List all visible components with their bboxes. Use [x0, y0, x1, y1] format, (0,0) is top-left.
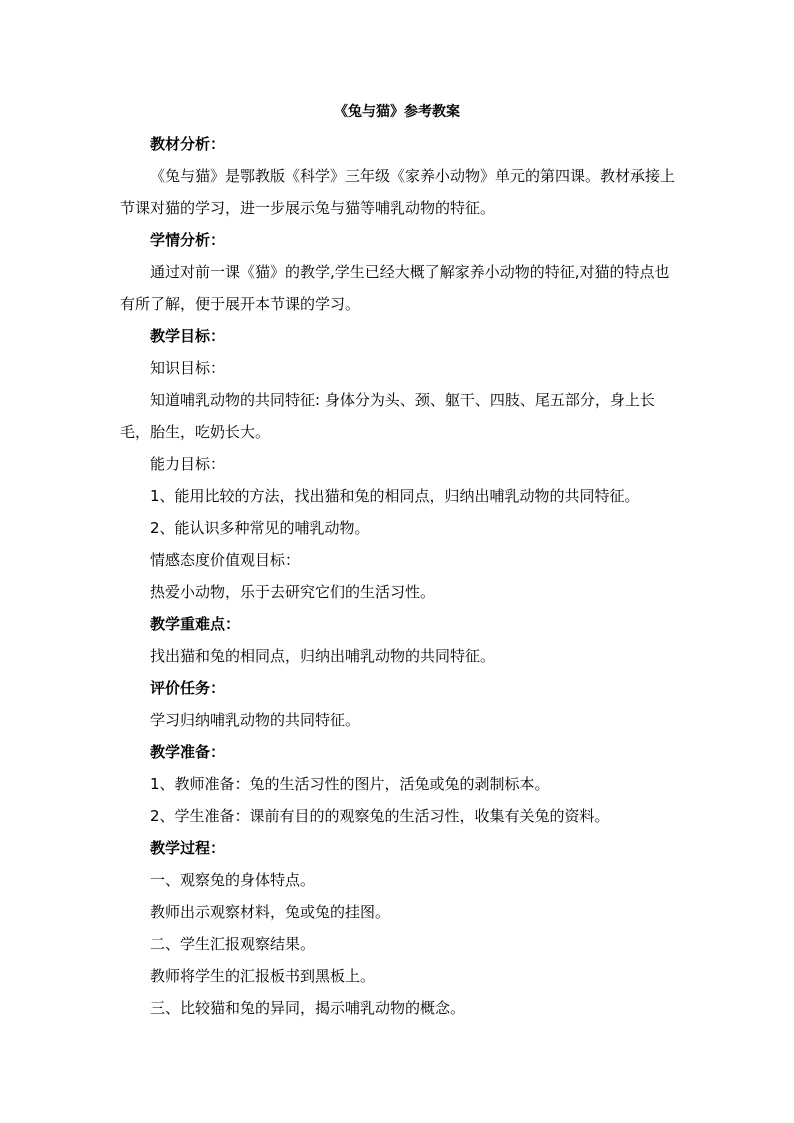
evaluation-text: 学习归纳哺乳动物的共同特征。: [150, 711, 361, 729]
process-step-2: 二、学生汇报观察结果。: [150, 935, 316, 953]
teaching-goals-heading: 教学目标：: [150, 327, 226, 345]
process-step-2-detail: 教师将学生的汇报板书到黑板上。: [150, 967, 376, 985]
knowledge-goal-text: 知道哺乳动物的共同特征: 身体分为头、颈、躯干、四肢、尾五部分，身上长毛，胎生，吃奶长大。: [120, 391, 655, 441]
process-step-3: 三、比较猫和兔的异同，揭示哺乳动物的概念。: [150, 999, 466, 1017]
preparation-item-1: 1、教师准备：兔的生活习性的图片，活兔或兔的剥制标本。: [150, 775, 550, 793]
document-body: [120, 128, 680, 1024]
material-analysis-text: 《兔与猫》是鄂教版《科学》三年级《家养小动物》单元的第四课。教材承接上节课对猫的学习，进一步展示兔与猫等哺乳动物的特征。: [120, 167, 676, 217]
material-analysis-heading: 教材分析：: [150, 135, 226, 153]
preparation-heading: 教学准备：: [150, 743, 226, 761]
emotion-goal-text: 热爱小动物，乐于去研究它们的生活习性。: [150, 583, 436, 601]
document-title: 《兔与猫》参考教案: [334, 104, 460, 120]
knowledge-goal-label: 知识目标：: [150, 359, 226, 377]
process-step-1: 一、观察兔的身体特点。: [150, 871, 316, 889]
ability-goal-label: 能力目标：: [150, 455, 226, 473]
key-points-heading: 教学重难点：: [150, 615, 241, 633]
ability-goal-1: 1、能用比较的方法，找出猫和兔的相同点，归纳出哺乳动物的共同特征。: [150, 487, 640, 505]
emotion-goal-label: 情感态度价值观目标：: [150, 551, 301, 569]
student-analysis-text: 通过对前一课《猫》的教学,学生已经大概了解家养小动物的特征,对猫的特点也有所了解，便于展开本节课的学习。: [120, 263, 670, 313]
preparation-item-2: 2、学生准备：课前有目的的观察兔的生活习性，收集有关兔的资料。: [150, 807, 610, 825]
evaluation-heading: 评价任务：: [150, 679, 226, 697]
key-points-text: 找出猫和兔的相同点，归纳出哺乳动物的共同特征。: [150, 647, 496, 665]
teaching-process-heading: 教学过程：: [150, 839, 226, 857]
student-analysis-heading: 学情分析：: [150, 231, 226, 249]
ability-goal-2: 2、能认识多种常见的哺乳动物。: [150, 519, 370, 537]
process-step-1-detail: 教师出示观察材料，兔或兔的挂图。: [150, 903, 391, 921]
